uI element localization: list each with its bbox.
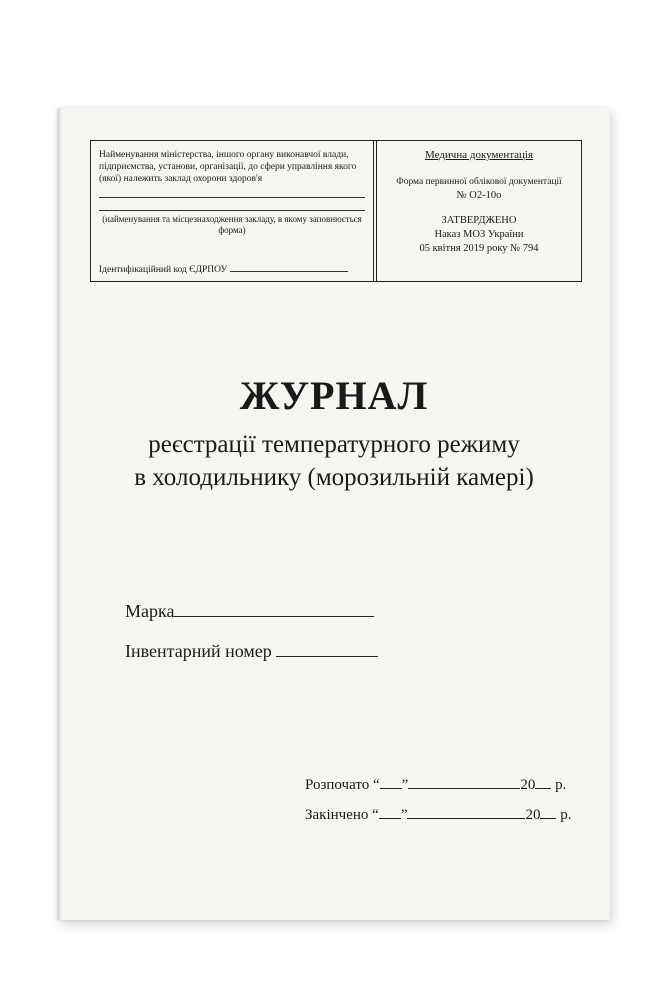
approved-label: ЗАТВЕРДЖЕНО	[441, 215, 517, 226]
year-prefix: 20	[525, 807, 541, 823]
finished-label: Закінчено	[305, 807, 369, 823]
form-number: № О2-10о	[456, 190, 502, 201]
order-date: 05 квітня 2019 року № 794	[419, 243, 539, 254]
finished-day-blank	[379, 806, 401, 819]
open-quote: “	[372, 807, 379, 823]
started-row	[305, 776, 566, 794]
org-name-label: Найменування міністерства, іншого органу виконавчої влади, підприємства, установи, організації, до сфери управління якого (якої) належить заклад охорони здоров'я	[99, 150, 357, 184]
subtitle-line-1: реєстрації температурного режиму	[148, 431, 520, 458]
year-suffix: р.	[555, 777, 567, 793]
year-prefix: 20	[520, 777, 536, 793]
started-label: Розпочато	[305, 777, 370, 793]
header-right-block	[381, 149, 577, 256]
header-divider	[373, 141, 377, 281]
finished-year-blank	[540, 806, 556, 819]
org-name-blank-line	[99, 187, 365, 198]
cover-spine	[58, 108, 62, 920]
form-label: Форма первинної облікової документації	[396, 177, 562, 187]
finished-row	[305, 806, 571, 824]
order-label: Наказ МОЗ України	[434, 229, 524, 240]
brand-label: Марка	[125, 601, 175, 621]
brand-field	[125, 600, 374, 622]
inventory-label: Інвентарний номер	[125, 641, 272, 661]
id-code-row	[99, 262, 365, 275]
org-address-blank-line	[99, 200, 365, 211]
subtitle-line-2: в холодильнику (морозильній камері)	[134, 464, 534, 491]
brand-blank-line	[174, 600, 374, 617]
id-code-label: Ідентифікаційний код ЄДРПОУ	[99, 265, 228, 275]
close-quote: ”	[400, 807, 408, 823]
year-suffix: р.	[560, 807, 572, 823]
started-year-blank	[535, 776, 551, 789]
inventory-field	[125, 640, 378, 662]
header-left-block	[99, 149, 365, 236]
finished-month-blank	[407, 806, 525, 819]
started-month-blank	[408, 776, 520, 789]
header-box	[90, 140, 582, 282]
org-address-note: (найменування та місцезнаходження закладу, в якому заповнюється форма)	[102, 214, 362, 235]
journal-subtitle	[58, 428, 610, 494]
close-quote: ”	[401, 777, 409, 793]
open-quote: “	[372, 777, 380, 793]
med-doc-label: Медична документація	[424, 149, 534, 161]
journal-title: ЖУРНАЛ	[239, 373, 429, 418]
inventory-blank-line	[276, 640, 378, 657]
id-code-blank-line	[230, 262, 348, 272]
started-day-blank	[380, 776, 402, 789]
